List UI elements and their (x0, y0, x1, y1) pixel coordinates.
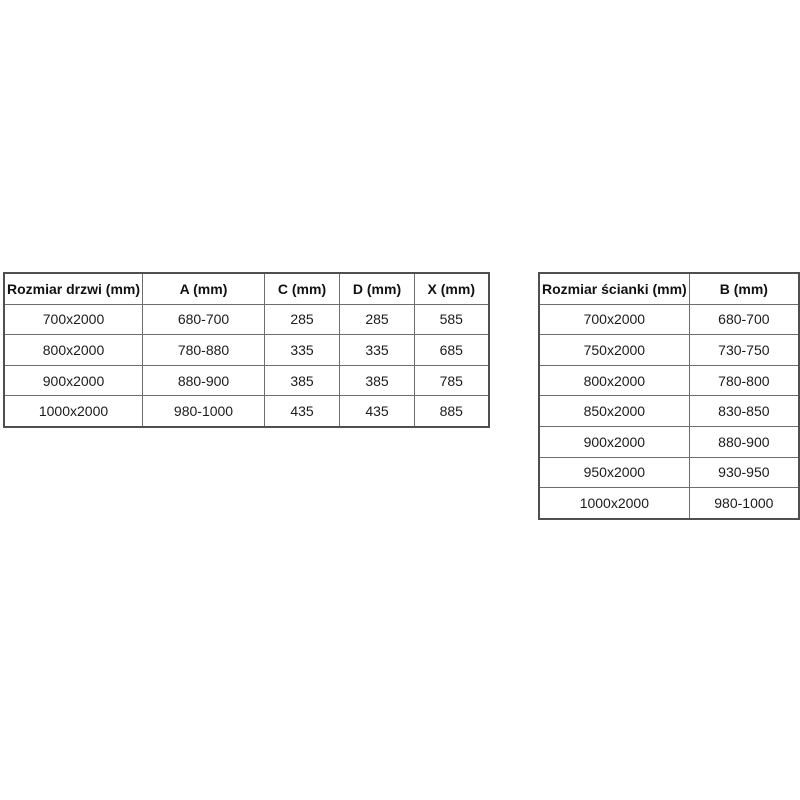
table-cell: 700x2000 (539, 304, 689, 335)
table-row (539, 396, 799, 427)
table-cell: 880-900 (689, 426, 799, 457)
table-cell: 385 (340, 365, 415, 396)
table-row (4, 304, 489, 335)
table-cell: 335 (340, 335, 415, 366)
table-cell: 730-750 (689, 335, 799, 366)
table-cell: 830-850 (689, 396, 799, 427)
column-header: Rozmiar ścianki (mm) (539, 273, 689, 304)
table-cell: 780-880 (143, 335, 265, 366)
table-cell: 685 (415, 335, 489, 366)
table-cell: 785 (415, 365, 489, 396)
table-cell: 680-700 (143, 304, 265, 335)
table-row (539, 335, 799, 366)
table-cell: 850x2000 (539, 396, 689, 427)
table-cell: 950x2000 (539, 457, 689, 488)
column-header: A (mm) (143, 273, 265, 304)
column-header: C (mm) (265, 273, 340, 304)
column-header: B (mm) (689, 273, 799, 304)
table-cell: 1000x2000 (539, 488, 689, 519)
table-cell: 750x2000 (539, 335, 689, 366)
table-header-row (4, 273, 489, 304)
table-cell: 585 (415, 304, 489, 335)
table-cell: 800x2000 (539, 365, 689, 396)
table-cell: 285 (265, 304, 340, 335)
table-row (539, 426, 799, 457)
table-cell: 930-950 (689, 457, 799, 488)
table-cell: 285 (340, 304, 415, 335)
table-cell: 435 (265, 396, 340, 427)
table-row (539, 488, 799, 519)
table-cell: 335 (265, 335, 340, 366)
wall-panel-size-table (538, 272, 800, 520)
table-cell: 435 (340, 396, 415, 427)
table-cell: 385 (265, 365, 340, 396)
table-row (539, 365, 799, 396)
table-row (539, 457, 799, 488)
table-row (4, 365, 489, 396)
column-header: X (mm) (415, 273, 489, 304)
table-cell: 880-900 (143, 365, 265, 396)
table-cell: 700x2000 (4, 304, 143, 335)
table-cell: 900x2000 (539, 426, 689, 457)
table-cell: 800x2000 (4, 335, 143, 366)
table-row (4, 396, 489, 427)
table-cell: 1000x2000 (4, 396, 143, 427)
column-header: Rozmiar drzwi (mm) (4, 273, 143, 304)
table-cell: 980-1000 (143, 396, 265, 427)
door-size-table (3, 272, 490, 428)
table-cell: 780-800 (689, 365, 799, 396)
table-cell: 680-700 (689, 304, 799, 335)
table-cell: 900x2000 (4, 365, 143, 396)
table-row (4, 335, 489, 366)
table-cell: 885 (415, 396, 489, 427)
table-header-row (539, 273, 799, 304)
table-row (539, 304, 799, 335)
column-header: D (mm) (340, 273, 415, 304)
table-cell: 980-1000 (689, 488, 799, 519)
